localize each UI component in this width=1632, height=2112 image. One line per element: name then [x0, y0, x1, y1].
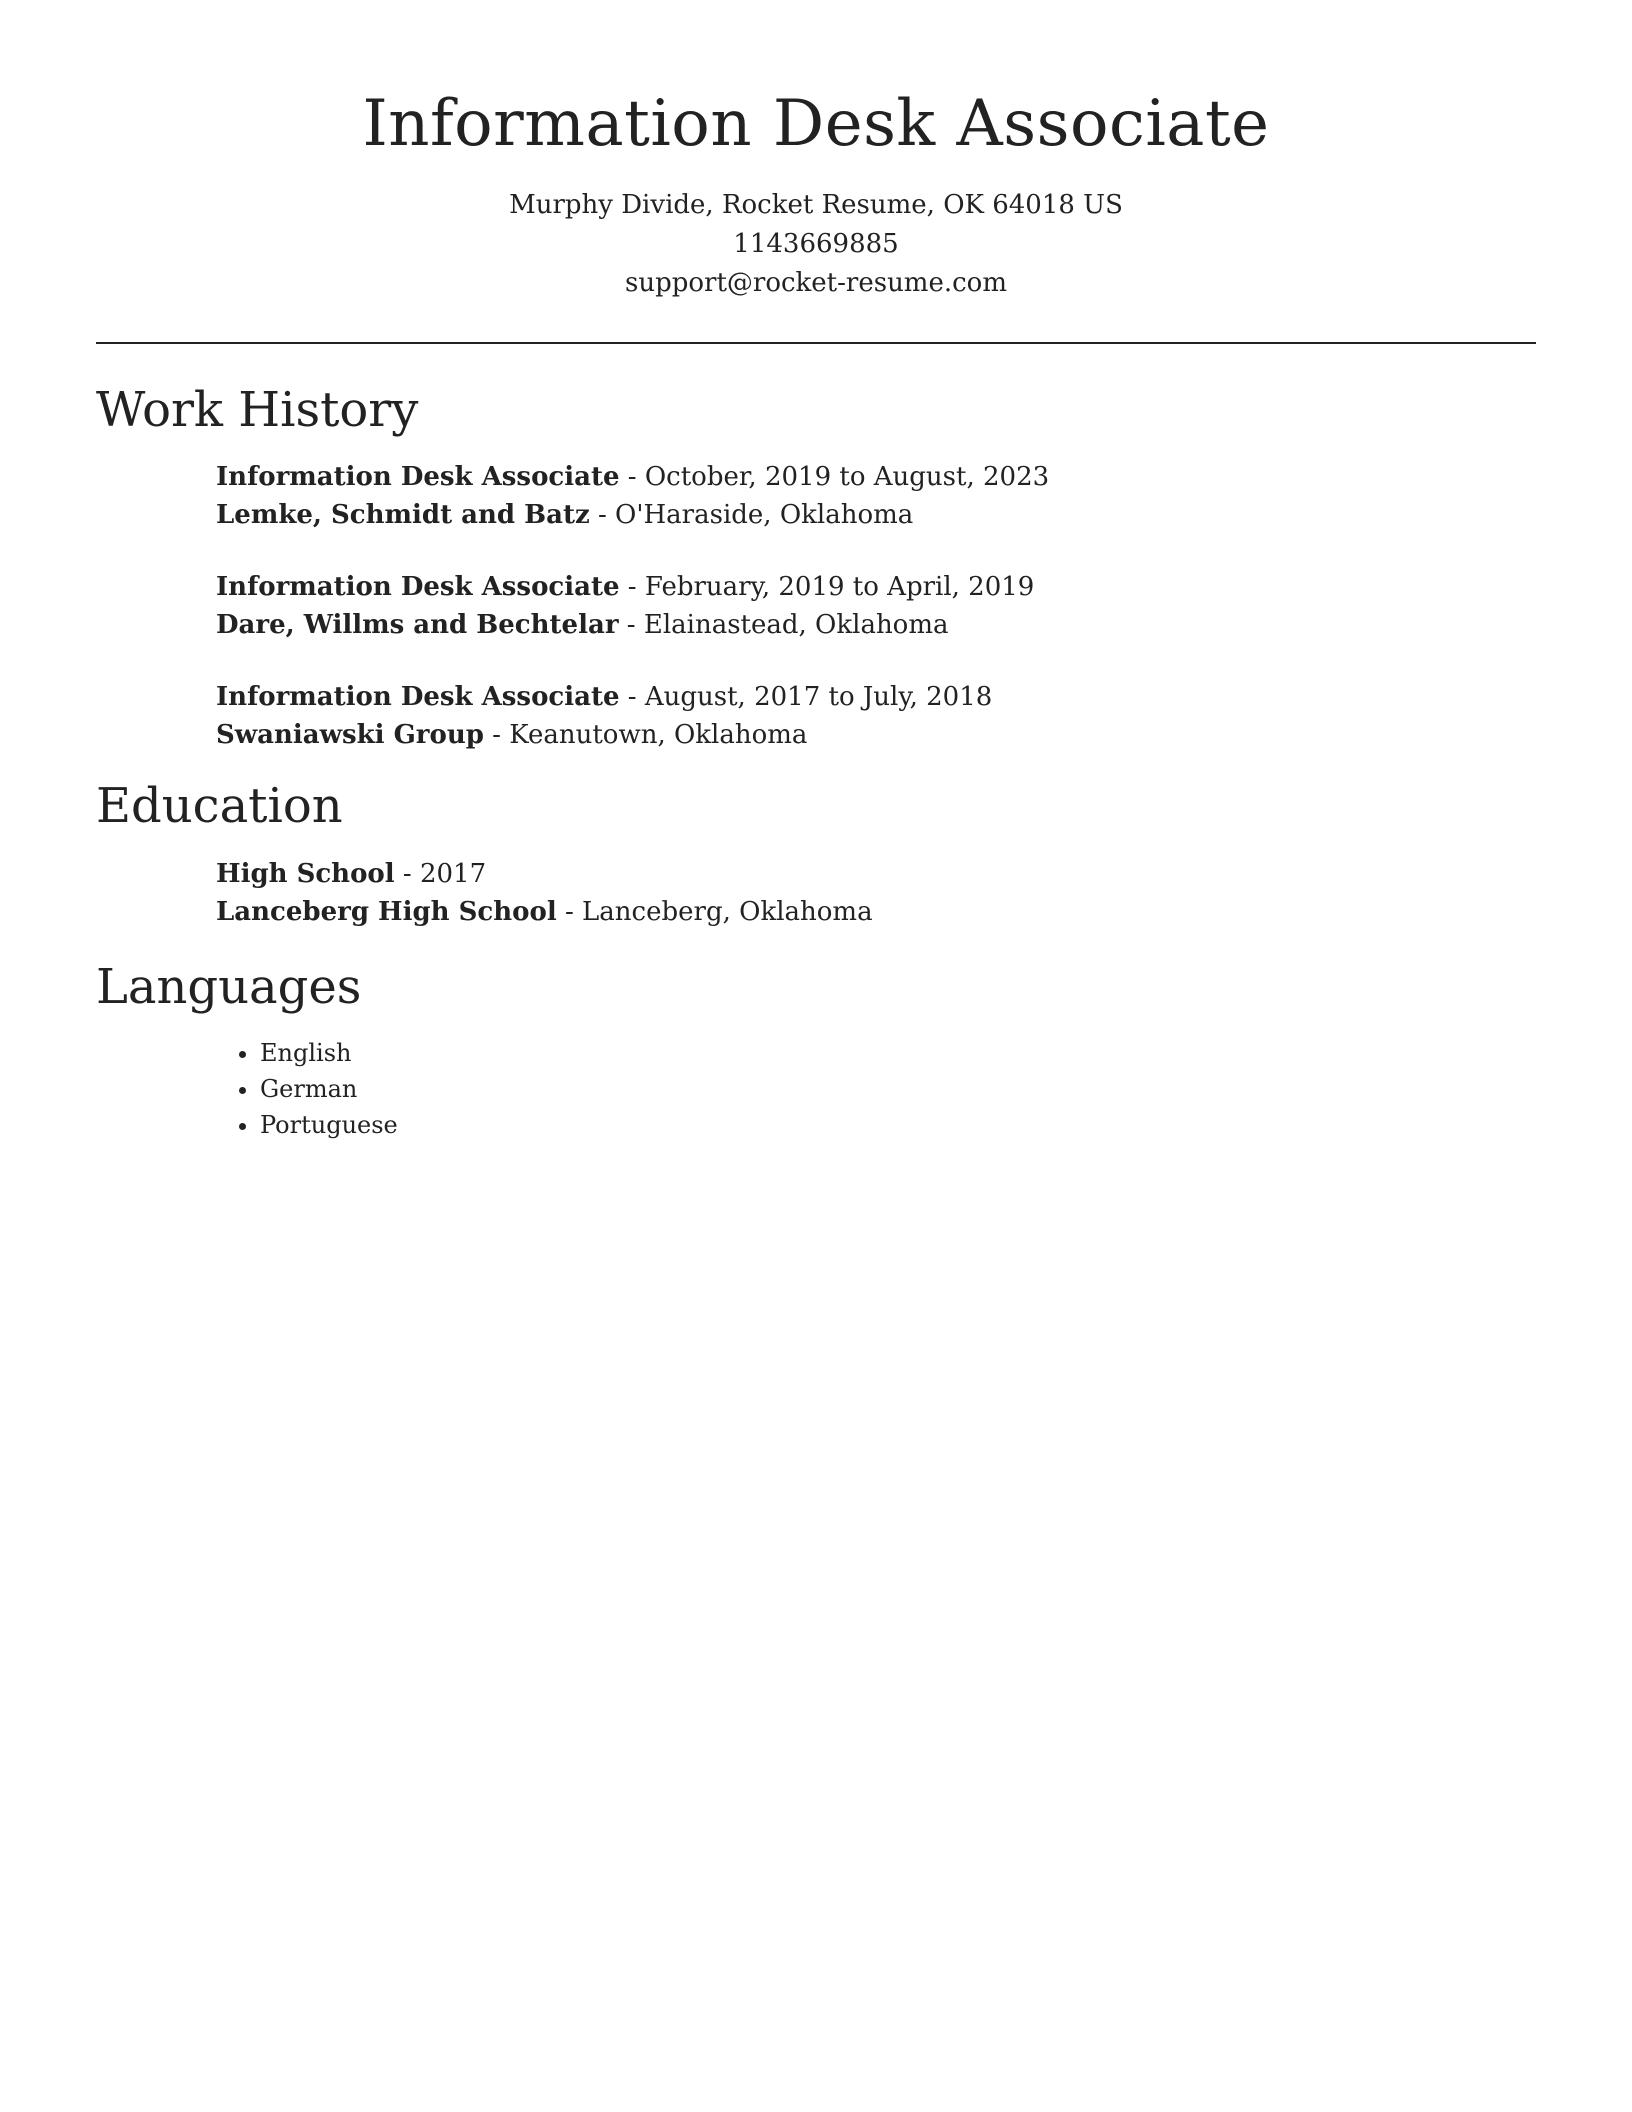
job-company: Dare, Willms and Bechtelar — [216, 610, 619, 640]
header-divider — [96, 342, 1536, 344]
language-item: • Portuguese — [260, 1107, 398, 1143]
education-list — [216, 855, 873, 965]
work-entry — [216, 678, 1049, 754]
education-school: Lanceberg High School — [216, 897, 557, 927]
education-location: - Lanceberg, Oklahoma — [556, 897, 873, 927]
job-location: - Elainastead, Oklahoma — [618, 610, 949, 640]
job-dates: - August, 2017 to July, 2018 — [619, 682, 993, 712]
contact-phone: 1143669885 — [733, 229, 899, 259]
work-history-list — [216, 458, 1049, 788]
job-company: Lemke, Schmidt and Batz — [216, 500, 590, 530]
languages-list — [216, 1035, 398, 1143]
work-entry — [216, 568, 1049, 644]
section-title-education: Education — [96, 778, 343, 834]
job-role: Information Desk Associate — [216, 572, 620, 602]
job-dates: - October, 2019 to August, 2023 — [619, 462, 1050, 492]
contact-address: Murphy Divide, Rocket Resume, OK 64018 US — [509, 190, 1123, 220]
job-role: Information Desk Associate — [216, 682, 620, 712]
section-title-languages: Languages — [96, 959, 362, 1015]
education-year: - 2017 — [394, 859, 487, 889]
section-title-work-history: Work History — [96, 382, 419, 438]
job-location: - Keanutown, Oklahoma — [483, 720, 808, 750]
job-company: Swaniawski Group — [216, 720, 484, 750]
job-dates: - February, 2019 to April, 2019 — [619, 572, 1035, 602]
language-item: • German — [260, 1071, 398, 1107]
resume-name: Information Desk Associate — [362, 87, 1270, 161]
work-entry — [216, 458, 1049, 534]
contact-block — [96, 186, 1536, 303]
education-degree: High School — [216, 859, 395, 889]
contact-email: support@rocket-resume.com — [624, 268, 1007, 298]
job-location: - O'Haraside, Oklahoma — [589, 500, 914, 530]
education-entry — [216, 855, 873, 931]
resume-page — [96, 0, 1536, 1139]
job-role: Information Desk Associate — [216, 462, 620, 492]
language-item: • English — [260, 1035, 398, 1071]
